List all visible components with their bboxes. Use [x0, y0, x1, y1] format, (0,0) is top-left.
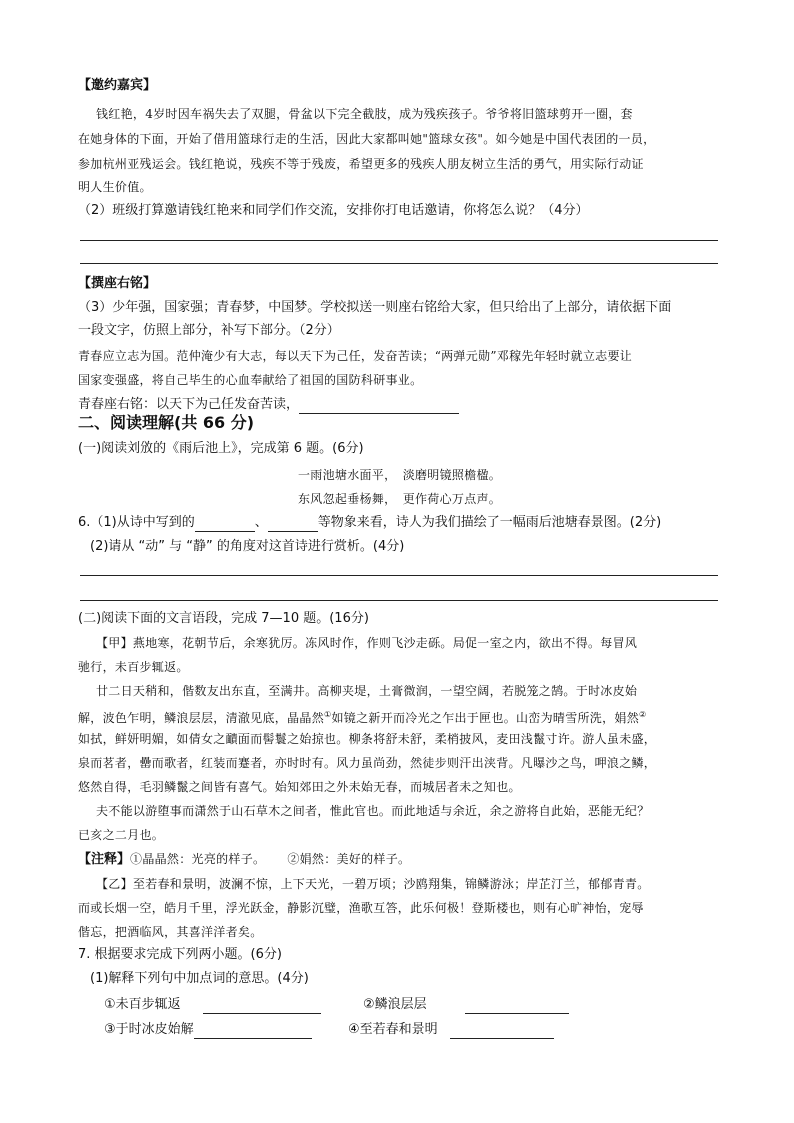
passage-jia-line — [78, 706, 647, 727]
vocab-item-label: ③于时冰皮始解 — [104, 1022, 194, 1037]
annotation — [78, 850, 410, 869]
passage-jia-line: 驰行，未百步辄返。 — [78, 660, 189, 674]
blank-1[interactable] — [195, 518, 255, 532]
question-6-1-sep: 、 — [254, 515, 268, 530]
passage-jia-line: 如拭，鲜妍明媚，如倩女之靧面而髻鬟之始掠也。柳条将舒未舒，柔梢披风，麦田浅鬣寸许。游人虽未盛， — [78, 732, 657, 746]
annotation-item: ①晶晶然：光亮的样子。 — [130, 852, 266, 866]
question-7-1: (1)解释下列句中加点词的意思。(4分) — [90, 971, 309, 986]
poem-line: 一雨池塘水面平， 淡磨明镜照檐楹。 — [298, 468, 502, 482]
vocab-item-label: ①未百步辄返 — [104, 997, 181, 1012]
passage-yi-line: 偕忘，把酒临风，其喜洋洋者矣。 — [78, 925, 263, 939]
question-6-1-text: 6.（1)从诗中写到的 — [78, 515, 195, 530]
motto-blank[interactable] — [299, 400, 459, 414]
blank-2[interactable] — [268, 518, 318, 532]
vocab-blank[interactable] — [450, 1025, 554, 1039]
answer-line[interactable] — [80, 263, 718, 264]
motto-fill-line — [78, 396, 459, 414]
passage-jia-text: 如镜之新开而冷光之乍出于匣也。山峦为晴雪所洗，娟然 — [331, 711, 640, 725]
question-6-1 — [78, 514, 661, 532]
passage-yi-line: 【乙】至若春和景明，波澜不惊，上下天光，一碧万顷；沙鸥翔集，锦鳞游泳；岸芷汀兰，郁郁青青。 — [96, 877, 650, 891]
answer-line[interactable] — [80, 240, 718, 241]
vocab-blank[interactable] — [203, 1000, 321, 1014]
invite-paragraph-line: 参加杭州亚残运会。钱红艳说，残疾不等于残废，希望更多的残疾人朋友树立生活的勇气，用实际行动证 — [78, 157, 644, 171]
vocab-item — [104, 1021, 312, 1039]
vocab-item-label: ④至若春和景明 — [348, 1022, 438, 1037]
passage-jia-text: 解，波色乍明，鳞浪层层，清澈见底，晶晶然 — [78, 711, 325, 725]
footnote-mark: ② — [639, 710, 647, 719]
answer-line[interactable] — [80, 600, 718, 601]
vocab-blank[interactable] — [465, 1000, 569, 1014]
invite-paragraph-line: 在她身体的下面，开始了借用篮球行走的生活，因此大家都叫她"篮球女孩"。如今她是中国代表团的一员， — [78, 132, 656, 146]
vocab-item — [363, 996, 569, 1014]
question-6-2: (2)请从 “动” 与 “静” 的角度对这首诗进行赏析。(4分) — [90, 539, 405, 554]
invite-heading: 【邀约嘉宾】 — [78, 78, 157, 93]
passage-yi-line: 而或长烟一空，皓月千里，浮光跃金，静影沉璧，渔歌互答，此乐何极！登斯楼也，则有心旷神怡，宠辱 — [78, 901, 644, 915]
motto-paragraph-line: 青春应立志为国。范仲淹少有大志，每以天下为己任，发奋苦读；“两弹元勋”邓稼先年轻时就立志要让 — [78, 349, 633, 363]
invite-paragraph-line: 钱红艳，4岁时因车祸失去了双腿，骨盆以下完全截肢，成为残疾孩子。爷爷将旧篮球剪开一圈，套 — [96, 107, 633, 121]
annotation-item: ②娟然：美好的样子。 — [287, 852, 411, 866]
subsection-1-title: (一)阅读刘攽的《雨后池上》，完成第 6 题。(6分) — [78, 441, 364, 456]
vocab-item — [348, 1021, 554, 1039]
invite-paragraph-line: 明人生价值。 — [78, 180, 152, 194]
subsection-2-title: (二)阅读下面的文言语段，完成 7—10 题。(16分) — [78, 611, 369, 626]
answer-line[interactable] — [80, 575, 718, 576]
motto-fill-label: 青春座右铭：以天下为己任发奋苦读， — [78, 397, 300, 412]
passage-jia-line: 夫不能以游堕事而潇然于山石草木之间者，惟此官也。而此地适与余近，余之游将自此始，恶能无纪？ — [96, 804, 650, 818]
question-7: 7. 根据要求完成下列两小题。(6分) — [78, 947, 282, 962]
passage-jia-line: 已亥之二月也。 — [78, 828, 165, 842]
poem-line: 东风忽起垂杨舞， 更作荷心万点声。 — [298, 492, 502, 506]
annotation-label: 【注释】 — [78, 852, 131, 867]
question-3-continued: 一段文字，仿照上部分，补写下部分。（2分） — [78, 323, 340, 338]
passage-jia-line: 悠然自得，毛羽鳞鬣之间皆有喜气。始知郊田之外未始无春，而城居者未之知也。 — [78, 780, 521, 794]
question-6-1-tail: 等物象来看，诗人为我们描绘了一幅雨后池塘春景图。(2分) — [317, 515, 662, 530]
question-3: （3）少年强，国家强；青春梦，中国梦。学校拟送一则座右铭给大家，但只给出了上部分，请依据下面 — [78, 300, 672, 315]
passage-jia-line: 泉而茗者，罍而歌者，红装而蹇者，亦时时有。风力虽尚劲，然徒步则汗出浃背。凡曝沙之鸟，呷浪之鳞， — [78, 756, 657, 770]
motto-heading: 【撰座右铭】 — [78, 276, 157, 291]
vocab-item — [104, 996, 321, 1014]
vocab-blank[interactable] — [194, 1025, 312, 1039]
footnote-mark: ① — [324, 710, 332, 719]
passage-jia-line: 廿二日天稍和，偕数友出东直，至满井。高柳夹堤，土膏微润，一望空阔，若脱笼之鹄。于时冰皮始 — [96, 684, 638, 698]
motto-paragraph-line: 国家变强盛，将自己毕生的心血奉献给了祖国的国防科研事业。 — [78, 373, 423, 387]
vocab-item-label: ②鳞浪层层 — [363, 997, 427, 1012]
section-title: 二、阅读理解(共 66 分) — [78, 413, 255, 432]
question-2: （2）班级打算邀请钱红艳来和同学们作交流，安排你打电话邀请，你将怎么说？（4分） — [78, 203, 589, 218]
passage-jia-line: 【甲】燕地寒，花朝节后，余寒犹厉。冻风时作，作则飞沙走砾。局促一室之内，欲出不得。每冒风 — [96, 636, 638, 650]
